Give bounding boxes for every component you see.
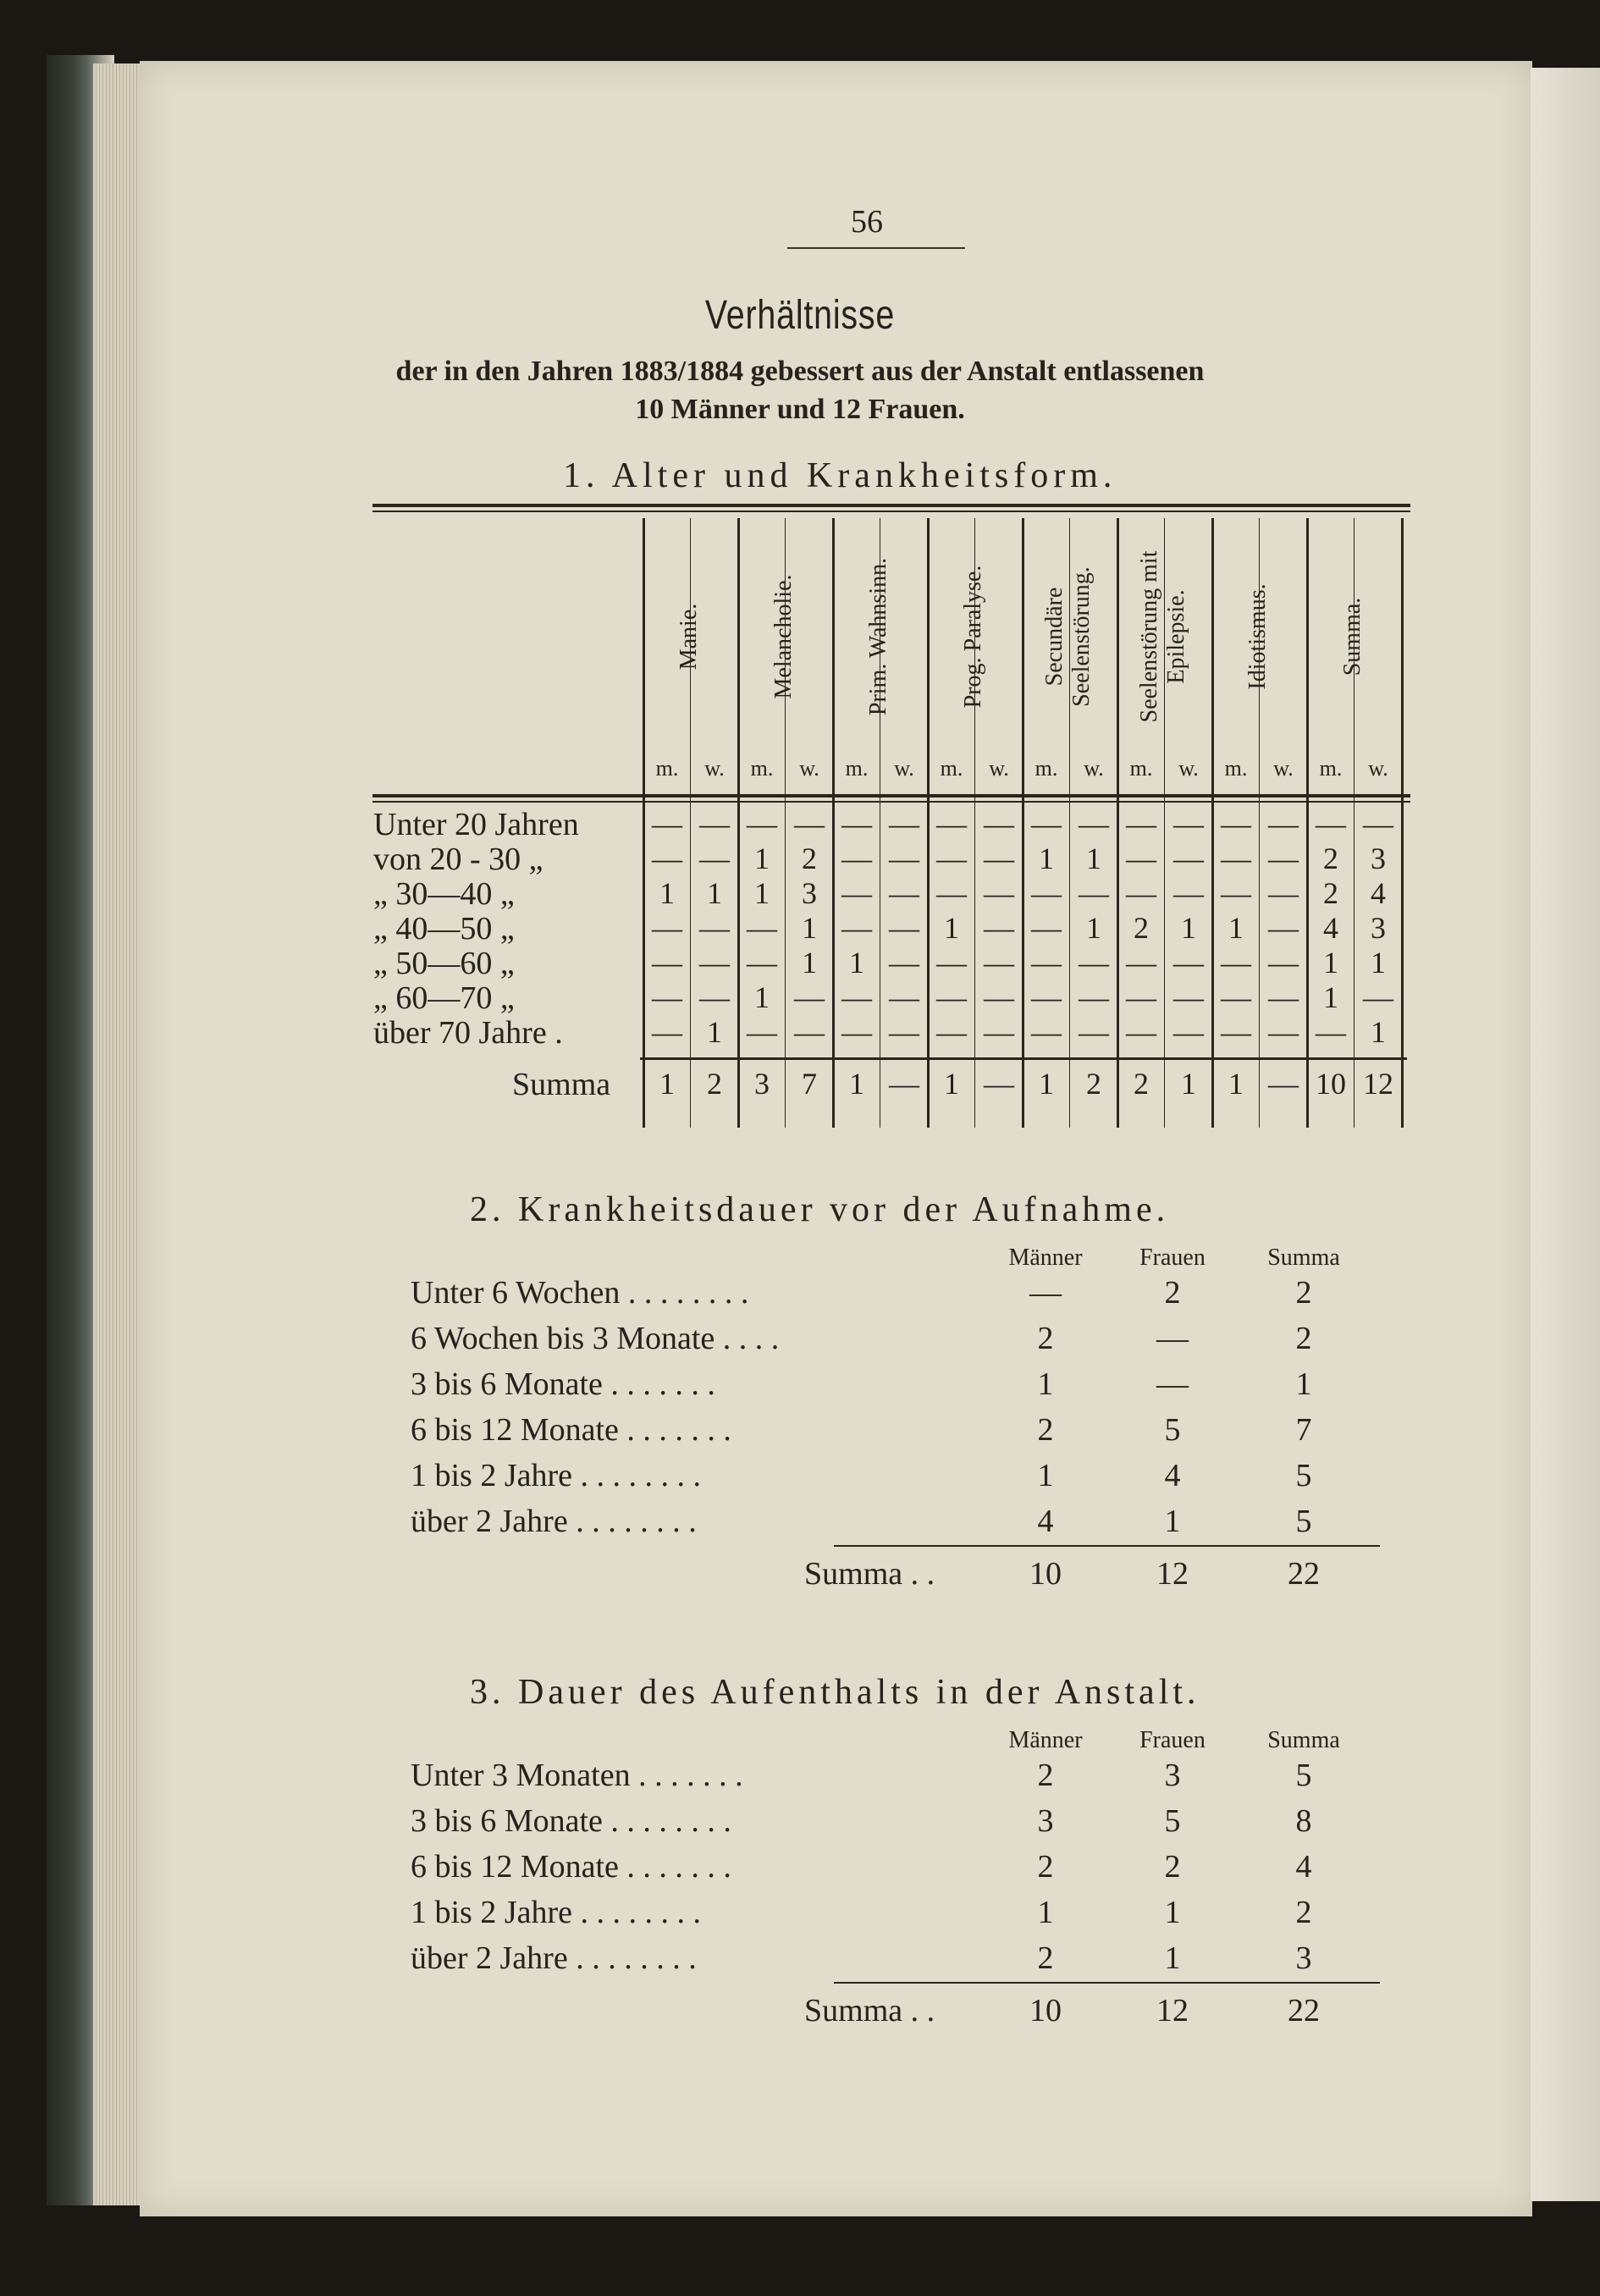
table-top-rule-thin	[372, 511, 1410, 512]
table-cell: —	[841, 876, 872, 910]
row-label: über 70 Jahre .	[373, 1015, 563, 1051]
row-label: 6 bis 12 Monate . . . . . . .	[411, 1849, 731, 1885]
column-heading-line2: Epilepsie.	[1163, 589, 1189, 684]
table-cell: —	[1268, 946, 1299, 980]
summa-value: 22	[1288, 1556, 1320, 1592]
table-cell: —	[841, 980, 872, 1014]
table-cell: —	[1221, 980, 1251, 1014]
table-cell: —	[1126, 842, 1156, 875]
table-cell: —	[1173, 980, 1204, 1014]
table-cell: —	[1316, 807, 1346, 841]
table-cell: —	[794, 807, 825, 841]
row-label: über 2 Jahre . . . . . . . .	[411, 1504, 697, 1539]
table-cell: —	[1221, 946, 1251, 980]
m-label: m.	[940, 756, 963, 781]
table-cell: —	[984, 980, 1014, 1014]
row-value: 1	[1037, 1895, 1054, 1930]
table-cell: 2	[1134, 911, 1149, 945]
section2-heading: 2. Krankheitsdauer vor der Aufnahme.	[470, 1190, 1170, 1229]
table-cell: —	[1221, 1015, 1251, 1049]
summa-label: Summa	[512, 1067, 611, 1102]
table-cell: 1	[1323, 946, 1338, 980]
column-heading-line1: Idiotismus.	[1244, 583, 1271, 690]
table-cell: 1	[707, 1015, 722, 1049]
m-label: m.	[1224, 756, 1248, 781]
table-cell: —	[699, 946, 730, 980]
table-cell: —	[1173, 1015, 1204, 1049]
summa-cell: 1	[849, 1067, 864, 1101]
table-cell: 4	[1371, 876, 1386, 910]
column-heading-line2: Seelenstörung.	[1068, 566, 1095, 707]
row-value: 3	[1295, 1940, 1312, 1976]
table-cell: 4	[1323, 911, 1338, 945]
column-heading-line1: Melancholie.	[770, 574, 797, 699]
table-cell: —	[936, 946, 967, 980]
table-cell: —	[747, 807, 777, 841]
summa-cell: 10	[1316, 1067, 1346, 1101]
subtitle-line-2: 10 Männer und 12 Frauen.	[635, 394, 965, 425]
table-cell: 3	[1371, 842, 1386, 875]
row-label: 6 bis 12 Monate . . . . . . .	[411, 1412, 731, 1448]
page-number: 56	[851, 204, 883, 240]
row-value: 2	[1037, 1758, 1054, 1793]
table-cell: —	[747, 911, 777, 945]
summa-value: 12	[1156, 1993, 1189, 2028]
table-cell: —	[747, 946, 777, 980]
w-label: w.	[704, 756, 725, 781]
table-cell: —	[936, 980, 967, 1014]
table-cell: —	[841, 1015, 872, 1049]
w-label: w.	[799, 756, 819, 781]
row-value: 1	[1164, 1940, 1181, 1976]
table-cell: —	[1126, 876, 1156, 910]
summa-cell: 2	[707, 1067, 722, 1101]
column-header: Summa	[1267, 1727, 1340, 1753]
column-heading-line1: Manie.	[676, 603, 702, 671]
m-label: m.	[1129, 756, 1153, 781]
page-title: Verhältnisse	[704, 293, 896, 338]
table-cell: 2	[1323, 876, 1338, 910]
summa-cell: 1	[1039, 1067, 1054, 1101]
facing-page-edge	[1531, 68, 1600, 2201]
row-label: Unter 3 Monaten . . . . . . .	[411, 1758, 743, 1793]
row-label: „ 40—50 „	[373, 911, 515, 947]
row-value: 5	[1295, 1504, 1312, 1539]
summa-cell: 12	[1363, 1067, 1393, 1101]
subtitle-line-1: der in den Jahren 1883/1884 gebessert aus der Anstalt entlassenen	[395, 356, 1205, 387]
row-label: „ 60—70 „	[373, 980, 515, 1016]
row-value: —	[1029, 1275, 1062, 1311]
m-label: m.	[1034, 756, 1058, 781]
table-cell: 1	[802, 911, 817, 945]
table-cell: —	[889, 876, 919, 910]
row-value: 4	[1037, 1504, 1054, 1539]
summa-cell: —	[1268, 1067, 1299, 1101]
row-label: Unter 6 Wochen . . . . . . . .	[411, 1275, 749, 1311]
row-label: von 20 - 30 „	[373, 842, 543, 877]
column-heading	[960, 527, 987, 747]
summa-rule	[834, 1545, 1380, 1547]
table-cell: —	[889, 807, 919, 841]
row-value: 4	[1164, 1458, 1181, 1493]
row-label: „ 30—40 „	[373, 876, 515, 912]
table-cell: —	[699, 911, 730, 945]
table-cell: —	[1221, 807, 1251, 841]
table-cell: —	[1268, 1015, 1299, 1049]
row-value: 2	[1037, 1940, 1054, 1976]
table-cell: —	[984, 911, 1014, 945]
table-cell: —	[1126, 980, 1156, 1014]
summa-rule	[640, 1057, 1407, 1060]
table-cell: —	[1079, 807, 1109, 841]
summa-cell: 2	[1086, 1067, 1101, 1101]
row-value: 5	[1164, 1412, 1181, 1448]
table-cell: —	[1031, 807, 1062, 841]
table-cell: —	[889, 911, 919, 945]
table-cell: —	[841, 842, 872, 875]
row-label: über 2 Jahre . . . . . . . .	[411, 1940, 697, 1976]
table-cell: —	[652, 807, 682, 841]
row-value: 8	[1295, 1803, 1312, 1839]
table-cell: —	[1268, 842, 1299, 875]
row-label: 1 bis 2 Jahre . . . . . . . .	[411, 1895, 702, 1930]
table-cell: —	[652, 1015, 682, 1049]
row-value: 7	[1295, 1412, 1312, 1448]
summa-value: 10	[1029, 1993, 1062, 2028]
page-number-rule	[787, 247, 965, 249]
row-value: 1	[1295, 1366, 1312, 1402]
table-cell: —	[1079, 1015, 1109, 1049]
w-label: w.	[1084, 756, 1104, 781]
m-label: m.	[1319, 756, 1343, 781]
table-cell: —	[984, 946, 1014, 980]
summa-cell: 2	[1134, 1067, 1149, 1101]
table-cell: —	[1173, 842, 1204, 875]
table-cell: —	[652, 946, 682, 980]
row-label: 3 bis 6 Monate . . . . . . .	[411, 1366, 715, 1402]
table-cell: —	[1031, 1015, 1062, 1049]
summa-cell: 7	[802, 1067, 817, 1101]
column-heading	[1136, 527, 1190, 747]
table-cell: —	[1173, 807, 1204, 841]
row-value: 2	[1037, 1412, 1054, 1448]
row-label: Unter 20 Jahren	[373, 807, 579, 842]
summa-cell: 1	[1228, 1067, 1244, 1101]
section3-heading: 3. Dauer des Aufenthalts in der Anstalt.	[470, 1673, 1200, 1712]
row-value: 2	[1037, 1321, 1054, 1356]
column-header: Frauen	[1139, 1727, 1206, 1753]
table-cell: —	[1221, 842, 1251, 875]
column-heading	[865, 527, 892, 747]
table-cell: —	[699, 842, 730, 875]
row-value: 4	[1295, 1849, 1312, 1885]
table-cell: —	[1173, 946, 1204, 980]
table-cell: —	[936, 876, 967, 910]
table-cell: —	[984, 876, 1014, 910]
row-value: 1	[1037, 1458, 1054, 1493]
row-value: 1	[1164, 1504, 1181, 1539]
summa-rule	[834, 1982, 1380, 1984]
row-value: —	[1156, 1366, 1189, 1402]
row-value: —	[1156, 1321, 1189, 1356]
table-cell: 1	[1228, 911, 1244, 945]
summa-label: Summa . .	[804, 1993, 935, 2028]
m-label: m.	[845, 756, 869, 781]
table-cell: —	[1221, 876, 1251, 910]
table-cell: 1	[944, 911, 959, 945]
table-cell: 1	[1371, 946, 1386, 980]
table-cell: —	[794, 980, 825, 1014]
table-cell: —	[1268, 807, 1299, 841]
table-cell: —	[1268, 876, 1299, 910]
column-heading-line1: Prim. Wahnsinn.	[865, 557, 891, 716]
table-cell: —	[1031, 980, 1062, 1014]
table-cell: —	[1126, 1015, 1156, 1049]
table-cell: 1	[1181, 911, 1196, 945]
column-header: Summa	[1267, 1245, 1340, 1271]
table-cell: 1	[1086, 842, 1101, 875]
summa-cell: —	[984, 1067, 1014, 1101]
table-cell: 3	[802, 876, 817, 910]
summa-cell: —	[889, 1067, 919, 1101]
table-cell: 1	[1371, 1015, 1386, 1049]
column-heading	[676, 527, 703, 747]
table-cell: —	[1031, 876, 1062, 910]
column-header: Männer	[1008, 1727, 1083, 1753]
summa-value: 10	[1029, 1556, 1062, 1592]
table-cell: —	[889, 842, 919, 875]
summa-value: 12	[1156, 1556, 1189, 1592]
table-cell: 1	[659, 876, 675, 910]
table-cell: —	[1363, 807, 1393, 841]
table-cell: —	[841, 807, 872, 841]
header-bottom-rule	[372, 794, 1410, 798]
table-cell: —	[1126, 946, 1156, 980]
row-value: 5	[1295, 1758, 1312, 1793]
column-heading-line1: Seelenstörung mit	[1136, 550, 1162, 723]
row-label: 1 bis 2 Jahre . . . . . . . .	[411, 1458, 702, 1493]
row-value: 5	[1164, 1803, 1181, 1839]
table-cell: —	[699, 980, 730, 1014]
table-cell: —	[1079, 946, 1109, 980]
summa-label: Summa . .	[804, 1556, 935, 1592]
table-cell: 1	[754, 842, 770, 875]
table-cell: —	[1079, 980, 1109, 1014]
row-label: 3 bis 6 Monate . . . . . . . .	[411, 1803, 731, 1839]
table-cell: 2	[1323, 842, 1338, 875]
table-cell: —	[652, 980, 682, 1014]
row-value: 2	[1164, 1849, 1181, 1885]
table-top-rule	[372, 504, 1410, 507]
table-cell: 3	[1371, 911, 1386, 945]
table-cell: —	[936, 807, 967, 841]
table-cell: —	[936, 842, 967, 875]
w-label: w.	[989, 756, 1009, 781]
w-label: w.	[1178, 756, 1199, 781]
table-cell: —	[747, 1015, 777, 1049]
row-value: 2	[1295, 1321, 1312, 1356]
table-cell: —	[889, 946, 919, 980]
row-value: 2	[1164, 1275, 1181, 1311]
summa-cell: 1	[1181, 1067, 1196, 1101]
m-label: m.	[750, 756, 774, 781]
table-cell: 1	[849, 946, 864, 980]
table-cell: —	[652, 911, 682, 945]
header-bottom-rule-thin	[372, 801, 1410, 803]
table-cell: 1	[707, 876, 722, 910]
table-cell: —	[1268, 980, 1299, 1014]
table-cell: —	[1316, 1015, 1346, 1049]
row-label: 6 Wochen bis 3 Monate . . . .	[411, 1321, 780, 1356]
table-cell: —	[1126, 807, 1156, 841]
row-value: 2	[1037, 1849, 1054, 1885]
table-cell: —	[1031, 911, 1062, 945]
table-cell: 1	[754, 980, 770, 1014]
summa-value: 22	[1288, 1993, 1320, 2028]
column-heading	[1244, 527, 1272, 747]
table-cell: —	[984, 807, 1014, 841]
column-header: Männer	[1008, 1245, 1083, 1271]
column-heading	[1041, 527, 1095, 747]
w-label: w.	[1273, 756, 1294, 781]
row-value: 3	[1037, 1803, 1054, 1839]
table-cell: 1	[802, 946, 817, 980]
summa-cell: 1	[659, 1067, 675, 1101]
column-heading	[1339, 527, 1366, 747]
column-header: Frauen	[1139, 1245, 1206, 1271]
row-value: 2	[1295, 1895, 1312, 1930]
table-cell: 1	[1323, 980, 1338, 1014]
table-cell: —	[984, 842, 1014, 875]
table-cell: —	[1173, 876, 1204, 910]
table-cell: 1	[1039, 842, 1054, 875]
table-cell: —	[841, 911, 872, 945]
table-cell: —	[699, 807, 730, 841]
table-cell: —	[1031, 946, 1062, 980]
w-label: w.	[894, 756, 914, 781]
summa-cell: 1	[944, 1067, 959, 1101]
column-heading-line1: Prog. Paralyse.	[960, 565, 986, 709]
table-cell: —	[1363, 980, 1393, 1014]
row-label: „ 50—60 „	[373, 946, 515, 981]
table-cell: 1	[754, 876, 770, 910]
table-cell: —	[1079, 876, 1109, 910]
table-cell: —	[652, 842, 682, 875]
column-heading-line1: Summa.	[1339, 597, 1366, 676]
row-value: 1	[1037, 1366, 1054, 1402]
table-cell: —	[889, 980, 919, 1014]
column-heading	[770, 527, 797, 747]
summa-cell: 3	[754, 1067, 770, 1101]
table-cell: —	[984, 1015, 1014, 1049]
table-cell: 2	[802, 842, 817, 875]
table-cell: —	[936, 1015, 967, 1049]
section1-heading: 1. Alter und Krankheitsform.	[563, 456, 1117, 495]
row-value: 5	[1295, 1458, 1312, 1493]
row-value: 1	[1164, 1895, 1181, 1930]
row-value: 2	[1295, 1275, 1312, 1311]
table-cell: —	[794, 1015, 825, 1049]
column-heading-line1: Secundäre	[1041, 587, 1068, 687]
m-label: m.	[655, 756, 679, 781]
table-cell: —	[889, 1015, 919, 1049]
w-label: w.	[1368, 756, 1388, 781]
table-cell: 1	[1086, 911, 1101, 945]
row-value: 3	[1164, 1758, 1181, 1793]
table-cell: —	[1268, 911, 1299, 945]
